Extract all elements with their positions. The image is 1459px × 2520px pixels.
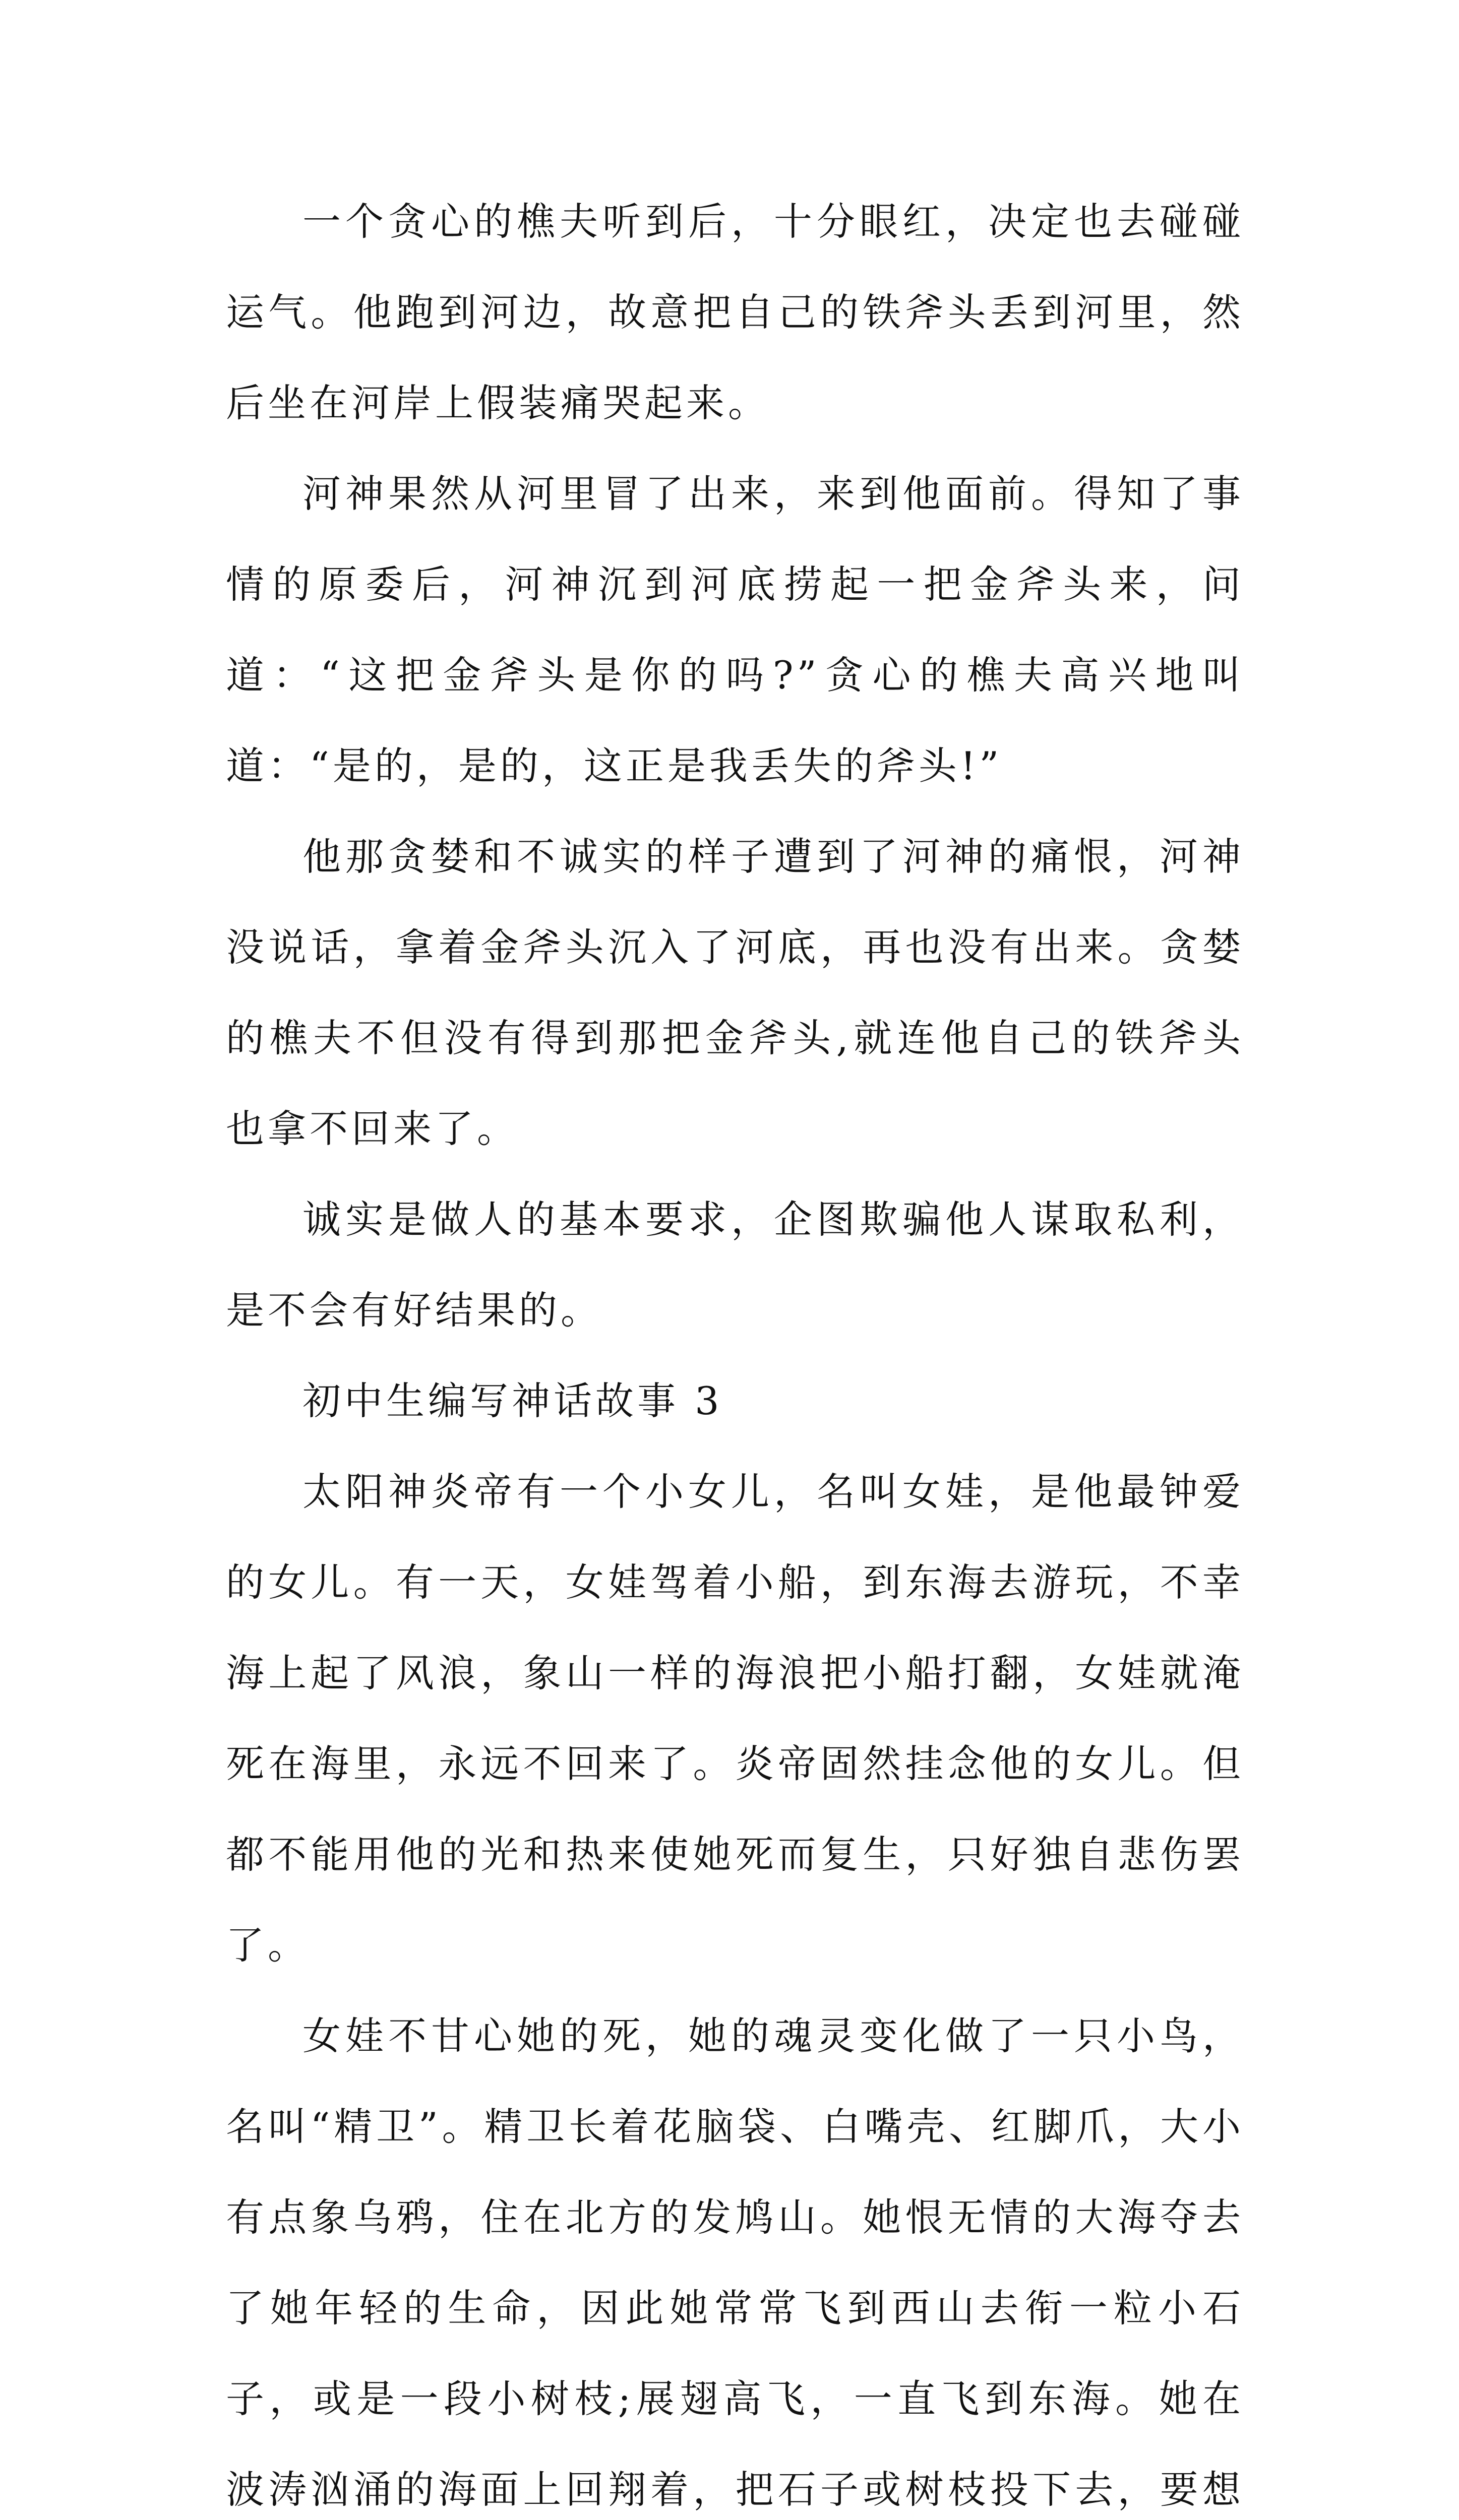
paragraph-jingwei: 女娃不甘心她的死，她的魂灵变化做了一只小鸟，名叫“精卫”。精卫长着花脑袋、白嘴壳、红脚爪，大小有点象乌鸦，住在北方的发鸠山。她恨无情的大海夺去了她年轻的生命，因此她常常飞到西山去衔一粒小石子，或是一段小树枝;展翅高飞，一直飞到东海。她在波涛汹涌的海面上回翔着，把石子或树枝投下去，要想 <box>226 2013 1244 2512</box>
paragraph-punishment: 他那贪婪和不诚实的样子遭到了河神的痛恨，河神没说话，拿着金斧头沉入了河底，再也没有出来。贪婪的樵夫不但没有得到那把金斧头,就连他自己的铁斧头也拿不回来了。 <box>226 834 1244 1151</box>
paragraph-nuwa: 太阳神炎帝有一个小女儿，名叫女娃，是他最钟爱的女儿。有一天，女娃驾着小船，到东海去游玩，不幸海上起了风浪，象山一样的海浪把小船打翻，女娃就淹死在海里，永远不回来了。炎帝固然挂念他的女儿。但都不能用他的光和热来使她死而复生，只好独自悲伤罢了。 <box>226 1469 1244 1968</box>
section-heading: 初中生编写神话故事 3 <box>302 1378 723 1423</box>
document-body <box>226 176 1244 2520</box>
paragraph-greedy-woodcutter: 一个贪心的樵夫听到后，十分眼红，决定也去碰碰运气。他跑到河边，故意把自己的铁斧头丢到河里，然后坐在河岸上假装痛哭起来。 <box>226 199 1244 425</box>
paragraph-river-god: 河神果然从河里冒了出来，来到他面前。得知了事情的原委后，河神沉到河底捞起一把金斧头来，问道：“这把金斧头是你的吗?”贪心的樵夫高兴地叫道：“是的，是的，这正是我丢失的斧头!” <box>226 471 1244 788</box>
paragraph-moral: 诚实是做人的基本要求，企图欺骗他人谋取私利，是不会有好结果的。 <box>226 1197 1244 1333</box>
